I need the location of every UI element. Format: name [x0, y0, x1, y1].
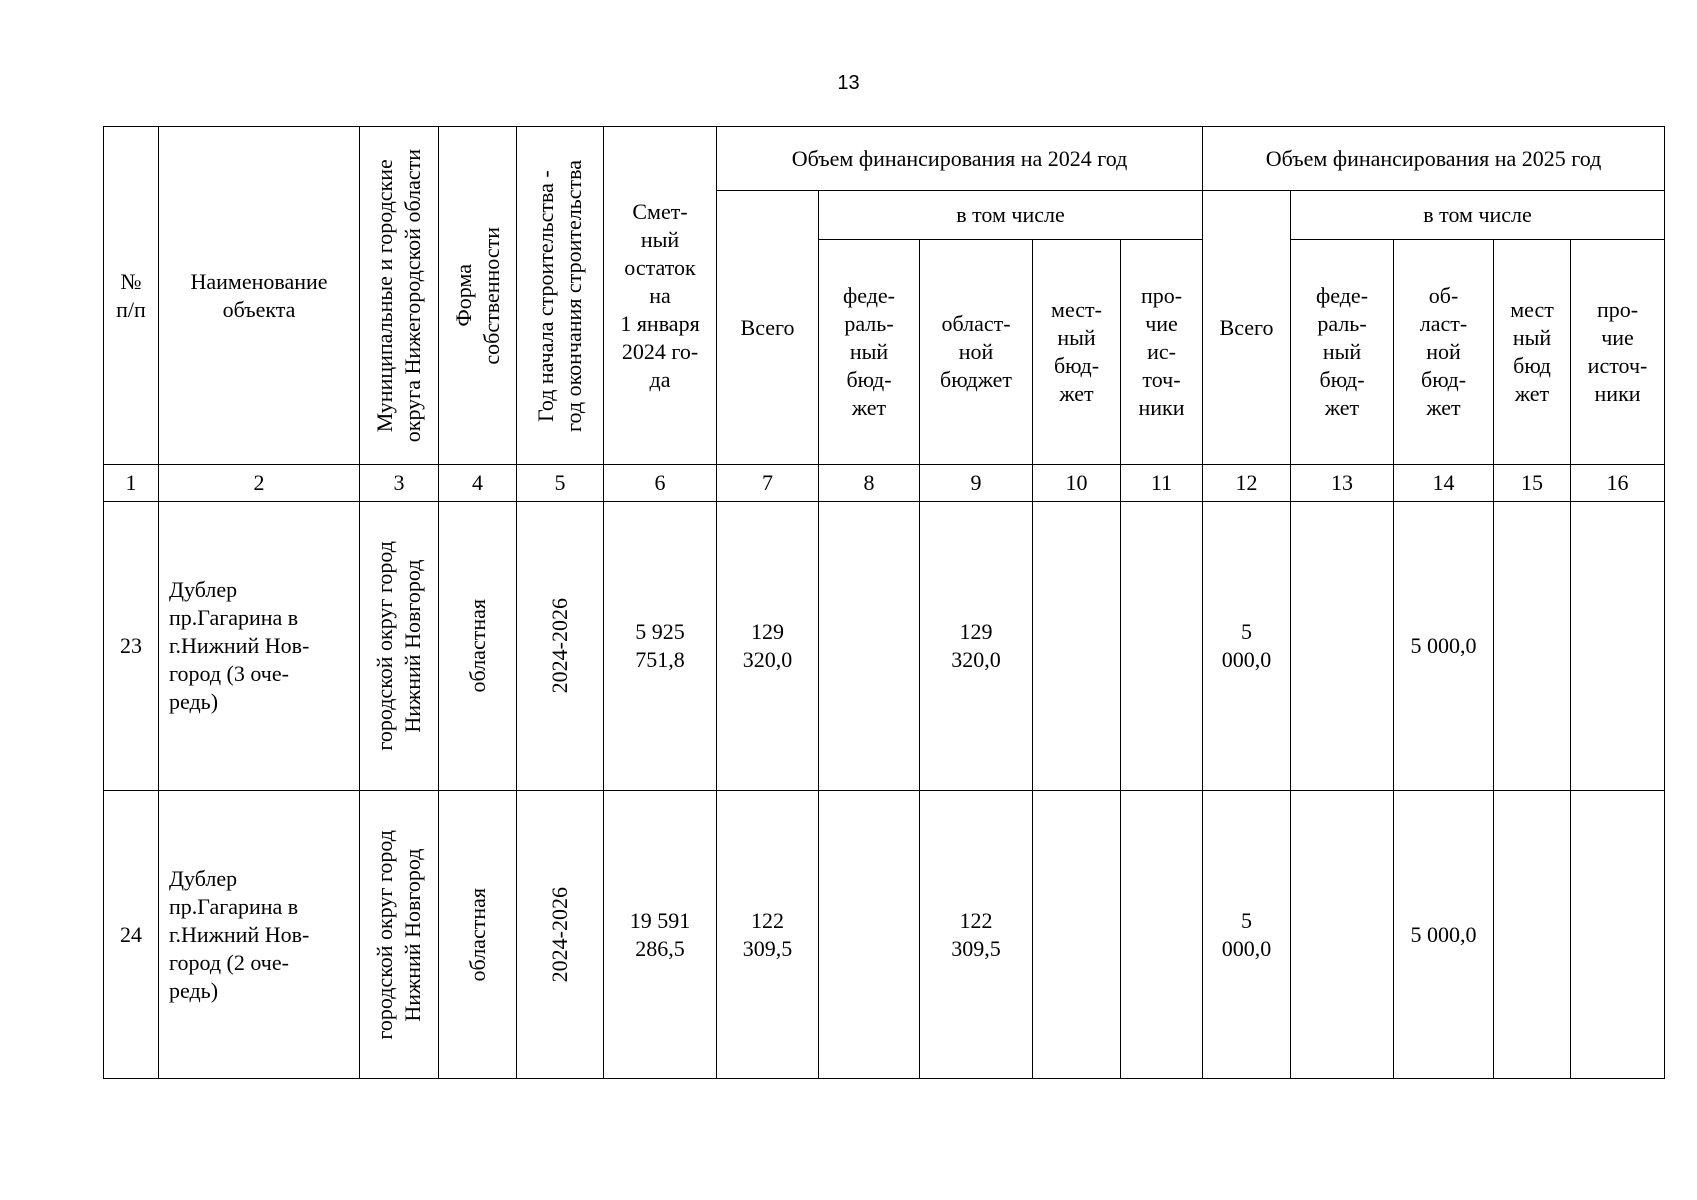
district-cell [360, 791, 439, 1079]
column-number: 11 [1121, 465, 1203, 502]
total-2024: 129 320,0 [717, 502, 819, 791]
page-number: 13 [837, 72, 860, 94]
header-ownership [439, 127, 517, 465]
column-number: 8 [819, 465, 920, 502]
header-other-2024: про- чие ис- точ- ники [1121, 240, 1203, 465]
years-cell [517, 502, 604, 791]
column-number: 3 [360, 465, 439, 502]
district-cell [360, 502, 439, 791]
column-number: 1 [104, 465, 159, 502]
header-regional-2024: област- ной бюджет [920, 240, 1033, 465]
header-including-2024: в том числе [819, 191, 1203, 240]
column-number: 16 [1571, 465, 1665, 502]
column-number: 9 [920, 465, 1033, 502]
federal-2024 [819, 791, 920, 1079]
other-2025 [1571, 502, 1665, 791]
header-including-2025: в том числе [1291, 191, 1665, 240]
header-estimated-remainder: Смет- ный остаток на 1 января 2024 го- да [604, 127, 717, 465]
header-object-name: Наименование объекта [159, 127, 360, 465]
local-2025 [1494, 791, 1571, 1079]
header-other-2025: про- чие источ- ники [1571, 240, 1665, 465]
header-total-2025: Всего [1203, 191, 1291, 465]
years-cell [517, 791, 604, 1079]
column-number: 4 [439, 465, 517, 502]
ownership-cell [439, 502, 517, 791]
column-number: 10 [1033, 465, 1121, 502]
federal-2025 [1291, 791, 1394, 1079]
local-2024 [1033, 502, 1121, 791]
financing-table [103, 126, 1665, 1079]
header-regional-2025: об- ласт- ной бюд- жет [1394, 240, 1494, 465]
federal-2024 [819, 502, 920, 791]
column-number: 2 [159, 465, 360, 502]
header-local-2024: мест- ный бюд- жет [1033, 240, 1121, 465]
column-number: 14 [1394, 465, 1494, 502]
ownership-text: областная [464, 887, 490, 982]
table-row [104, 791, 1665, 1079]
column-number: 15 [1494, 465, 1571, 502]
header-construction-years [517, 127, 604, 465]
header-construction-years-text: Год начала строительства - год окончания строительства [533, 159, 586, 432]
header-districts [360, 127, 439, 465]
total-2025: 5 000,0 [1203, 502, 1291, 791]
other-2025 [1571, 791, 1665, 1079]
other-2024 [1121, 791, 1203, 1079]
header-districts-text: Муниципальные и городские округа Нижегородской области [372, 148, 425, 443]
column-number: 12 [1203, 465, 1291, 502]
regional-2024: 122 309,5 [920, 791, 1033, 1079]
other-2024 [1121, 502, 1203, 791]
ownership-cell [439, 791, 517, 1079]
column-number: 7 [717, 465, 819, 502]
header-federal-2025: феде- раль- ный бюд- жет [1291, 240, 1394, 465]
column-numbers-row [104, 465, 1665, 502]
estimated-remainder: 19 591 286,5 [604, 791, 717, 1079]
header-total-2024: Всего [717, 191, 819, 465]
object-name: Дублер пр.Гагарина в г.Нижний Нов- город (3 оче- редь) [159, 502, 360, 791]
header-local-2025: мест ный бюд жет [1494, 240, 1571, 465]
column-number: 6 [604, 465, 717, 502]
header-number: № п/п [104, 127, 159, 465]
total-2024: 122 309,5 [717, 791, 819, 1079]
years-text: 2024-2026 [547, 598, 572, 694]
regional-2024: 129 320,0 [920, 502, 1033, 791]
regional-2025: 5 000,0 [1394, 502, 1494, 791]
table-row [104, 502, 1665, 791]
district-text: городской округ город Нижний Новгород [372, 541, 425, 751]
header-federal-2024: феде- раль- ный бюд- жет [819, 240, 920, 465]
regional-2025: 5 000,0 [1394, 791, 1494, 1079]
district-text: городской округ город Нижний Новгород [372, 829, 425, 1040]
object-name: Дублер пр.Гагарина в г.Нижний Нов- город (2 оче- редь) [159, 791, 360, 1079]
local-2024 [1033, 791, 1121, 1079]
header-group-2024: Объем финансирования на 2024 год [717, 127, 1203, 191]
row-number: 24 [104, 791, 159, 1079]
row-number: 23 [104, 502, 159, 791]
total-2025: 5 000,0 [1203, 791, 1291, 1079]
header-ownership-text: Форма собственности [450, 226, 504, 365]
local-2025 [1494, 502, 1571, 791]
federal-2025 [1291, 502, 1394, 791]
column-number: 5 [517, 465, 604, 502]
header-group-2025: Объем финансирования на 2025 год [1203, 127, 1665, 191]
years-text: 2024-2026 [547, 886, 572, 983]
column-number: 13 [1291, 465, 1394, 502]
ownership-text: областная [464, 599, 490, 693]
estimated-remainder: 5 925 751,8 [604, 502, 717, 791]
